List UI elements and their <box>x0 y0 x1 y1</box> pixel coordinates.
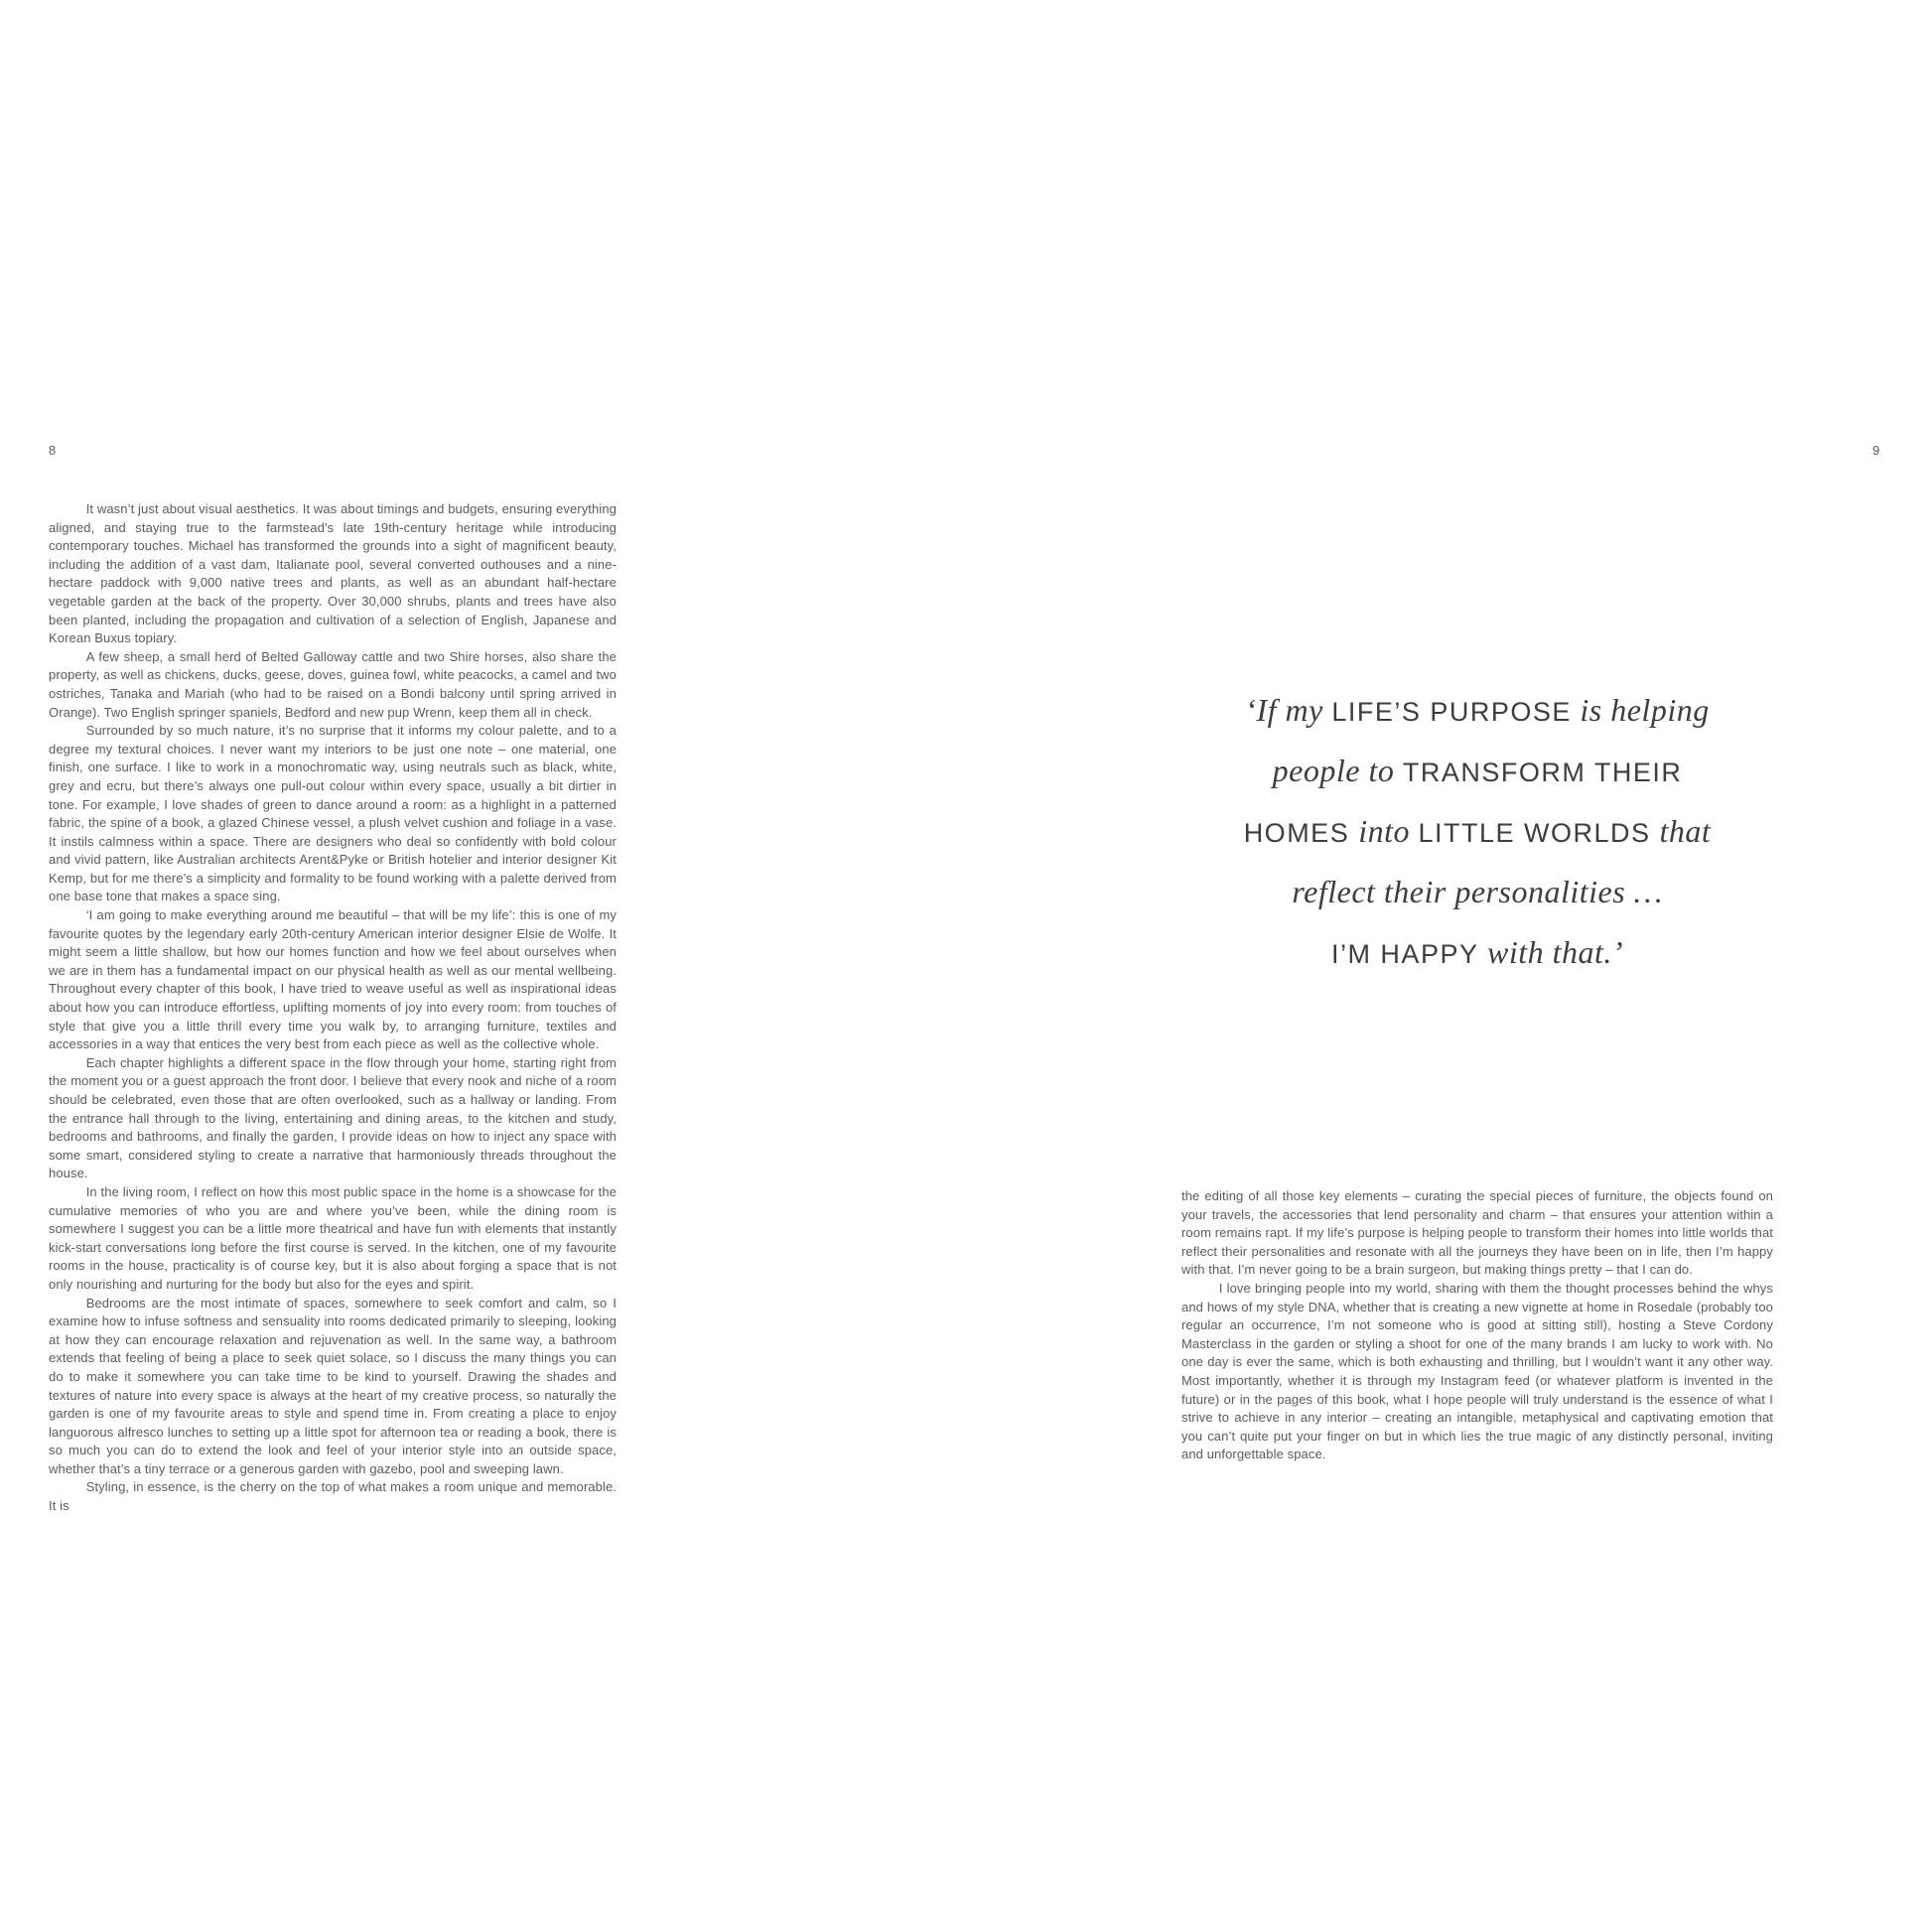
body-paragraph: A few sheep, a small herd of Belted Galloway cattle and two Shire horses, also share the property, as well as chickens, ducks, geese, doves, guinea fowl, white peacocks, a camel and two ostriches, Tanaka and Mariah (who had to be raised on a Bondi balcony until spring arrived in Orange). Two English springer spaniels, Bedford and new pup Wrenn, keep them all in check. <box>49 648 617 720</box>
quote-line <box>1140 683 1815 744</box>
quote-segment-caps: LITTLE WORLDS <box>1418 818 1660 848</box>
quote-line <box>1140 865 1815 925</box>
right-text-column <box>1181 1187 1773 1464</box>
quote-line <box>1140 744 1815 804</box>
quote-segment-serif: that <box>1659 813 1712 849</box>
body-paragraph: In the living room, I reflect on how this most public space in the home is a showcase for the cumulative memories of who you are and where you’ve been, while the dining room is somewhere I suggest you can be a little more theatrical and have fun with elements that instantly kick-start conversations long before the first course is served. In the kitchen, one of my favourite rooms in the house, practicality is of course key, but it is also about forging a space that is not only nourishing and nurturing for the body but also for the eyes and spirit. <box>49 1183 617 1292</box>
quote-line <box>1140 804 1815 865</box>
quote-segment-serif: ‘If my <box>1245 692 1332 728</box>
quote-line <box>1140 925 1815 986</box>
quote-segment-caps: I’M HAPPY <box>1330 939 1487 969</box>
body-paragraph: Surrounded by so much nature, it’s no surprise that it informs my colour palette, and to a degree my textural choices. I never want my interiors to be just one note – one material, one finish, one surface. I like to work in a monochromatic way, using neutrals such as black, white, grey and ecru, but there’s always one pull-out colour within every space, usually a bit dirtier in tone. For example, I love shades of green to dance around a room: as a highlight in a patterned fabric, the spine of a book, a glazed Chinese vessel, a plush velvet cushion and foliage in a vase. It instils calmness within a space. There are designers who deal so confidently with bold colour and vivid pattern, like Australian architects Arent&Pyke or British hotelier and interior designer Kit Kemp, but for me there’s a simplicity and formality to be found working with a palette derived from one base tone that makes a space sing. <box>49 723 617 904</box>
page-number-right: 9 <box>1872 443 1880 458</box>
quote-segment-serif: into <box>1358 813 1419 849</box>
page-number-left: 8 <box>49 443 57 458</box>
body-paragraph: Each chapter highlights a different space in the flow through your home, starting right from the moment you or a guest approach the front door. I believe that every nook and niche of a room should be celebrated, even those that are often overlooked, such as a hallway or landing. From the entrance hall through to the living, entertaining and dining areas, to the kitchen and study, bedrooms and bathrooms, and finally the garden, I provide ideas on how to inject any space with some smart, considered styling to create a narrative that harmoniously threads throughout the house. <box>49 1054 617 1181</box>
body-paragraph: It wasn’t just about visual aesthetics. It was about timings and budgets, ensuring everything aligned, and staying true to the farmstead’s late 19th-century heritage while introducing contemporary touches. Michael has transformed the grounds into a sight of magnificent beauty, including the addition of a vast dam, Italianate pool, several converted outhouses and a nine-hectare paddock with 9,000 native trees and plants, as well as an abundant half-hectare vegetable garden at the back of the property. Over 30,000 shrubs, plants and trees have also been planted, including the propagation and cultivation of a selection of English, Japanese and Korean Buxus topiary. <box>49 501 617 646</box>
body-paragraph: the editing of all those key elements – curating the special pieces of furniture, the objects found on your travels, the accessories that lend personality and charm – that ensures your attention within a room remains rapt. If my life’s purpose is helping people to transform their homes into little worlds that reflect their personalities and resonate with all the journeys they have been on in life, then I’m happy with that. I’m never going to be a brain surgeon, but making things pretty – that I can do. <box>1181 1188 1773 1278</box>
quote-segment-serif: reflect their personalities … <box>1292 874 1663 909</box>
pull-quote <box>1140 683 1815 986</box>
quote-segment-caps: HOMES <box>1243 818 1359 848</box>
quote-segment-serif: with that.’ <box>1486 934 1624 970</box>
body-paragraph: Bedrooms are the most intimate of spaces, somewhere to seek comfort and calm, so I examine how to infuse softness and sensuality into rooms dedicated primarily to sleeping, looking at how they can encourage relaxation and rejuvenation as well. In the same way, a bathroom extends that feeling of being a place to seek quiet solace, so I discuss the many things you can do to make it somewhere you can take time to be kind to yourself. Drawing the shades and textures of nature into every space is always at the heart of my creative process, so naturally the garden is one of my favourite areas to style and spend time in. From creating a place to enjoy languorous alfresco lunches to setting up a little spot for afternoon tea or reading a book, there is so much you can do to extend the look and feel of your interior style into an outside space, whether that’s a tiny terrace or a generous garden with gazebo, pool and sweeping lawn. <box>49 1295 617 1476</box>
quote-segment-serif: people to <box>1272 753 1403 788</box>
body-paragraph: ‘I am going to make everything around me beautiful – that will be my life’: this is one of my favourite quotes by the legendary early 20th-century American interior designer Elsie de Wolfe. It might seem a little shallow, but how our homes function and how we feel about ourselves when we are in them has a fundamental impact on our physical health as well as our mental wellbeing. Throughout every chapter of this book, I have tried to weave useful as well as inspirational ideas about how you can introduce effortless, uplifting moments of joy into every room: from touches of style that give you a little thrill every time you walk by, to arranging furniture, textiles and accessories in a way that entices the very best from each piece as well as the collective whole. <box>49 907 617 1052</box>
quote-segment-serif: is helping <box>1571 692 1710 728</box>
body-paragraph: I love bringing people into my world, sharing with them the thought processes behind the whys and hows of my style DNA, whether that is creating a new vignette at home in Rosedale (probably too regular an occurrence, I’m not someone who is good at sitting still), hosting a Steve Cordony Masterclass in the garden or styling a shoot for one of the many brands I am lucky to work with. No one day is ever the same, which is both exhausting and thrilling, but I wouldn’t want it any other way. Most importantly, whether it is through my Instagram feed (or whatever platform is invented in the future) or in the pages of this book, what I hope people will truly understand is the essence of what I strive to achieve in any interior – creating an intangible, metaphysical and captivating emotion that you can’t quite put your finger on but in which lies the true magic of any distinctly personal, inviting and unforgettable space. <box>1181 1280 1773 1462</box>
quote-segment-caps: LIFE’S PURPOSE <box>1331 697 1572 727</box>
quote-segment-caps: TRANSFORM THEIR <box>1402 758 1683 787</box>
left-text-column <box>49 500 617 1516</box>
body-paragraph: Styling, in essence, is the cherry on the top of what makes a room unique and memorable. It is <box>49 1479 617 1514</box>
